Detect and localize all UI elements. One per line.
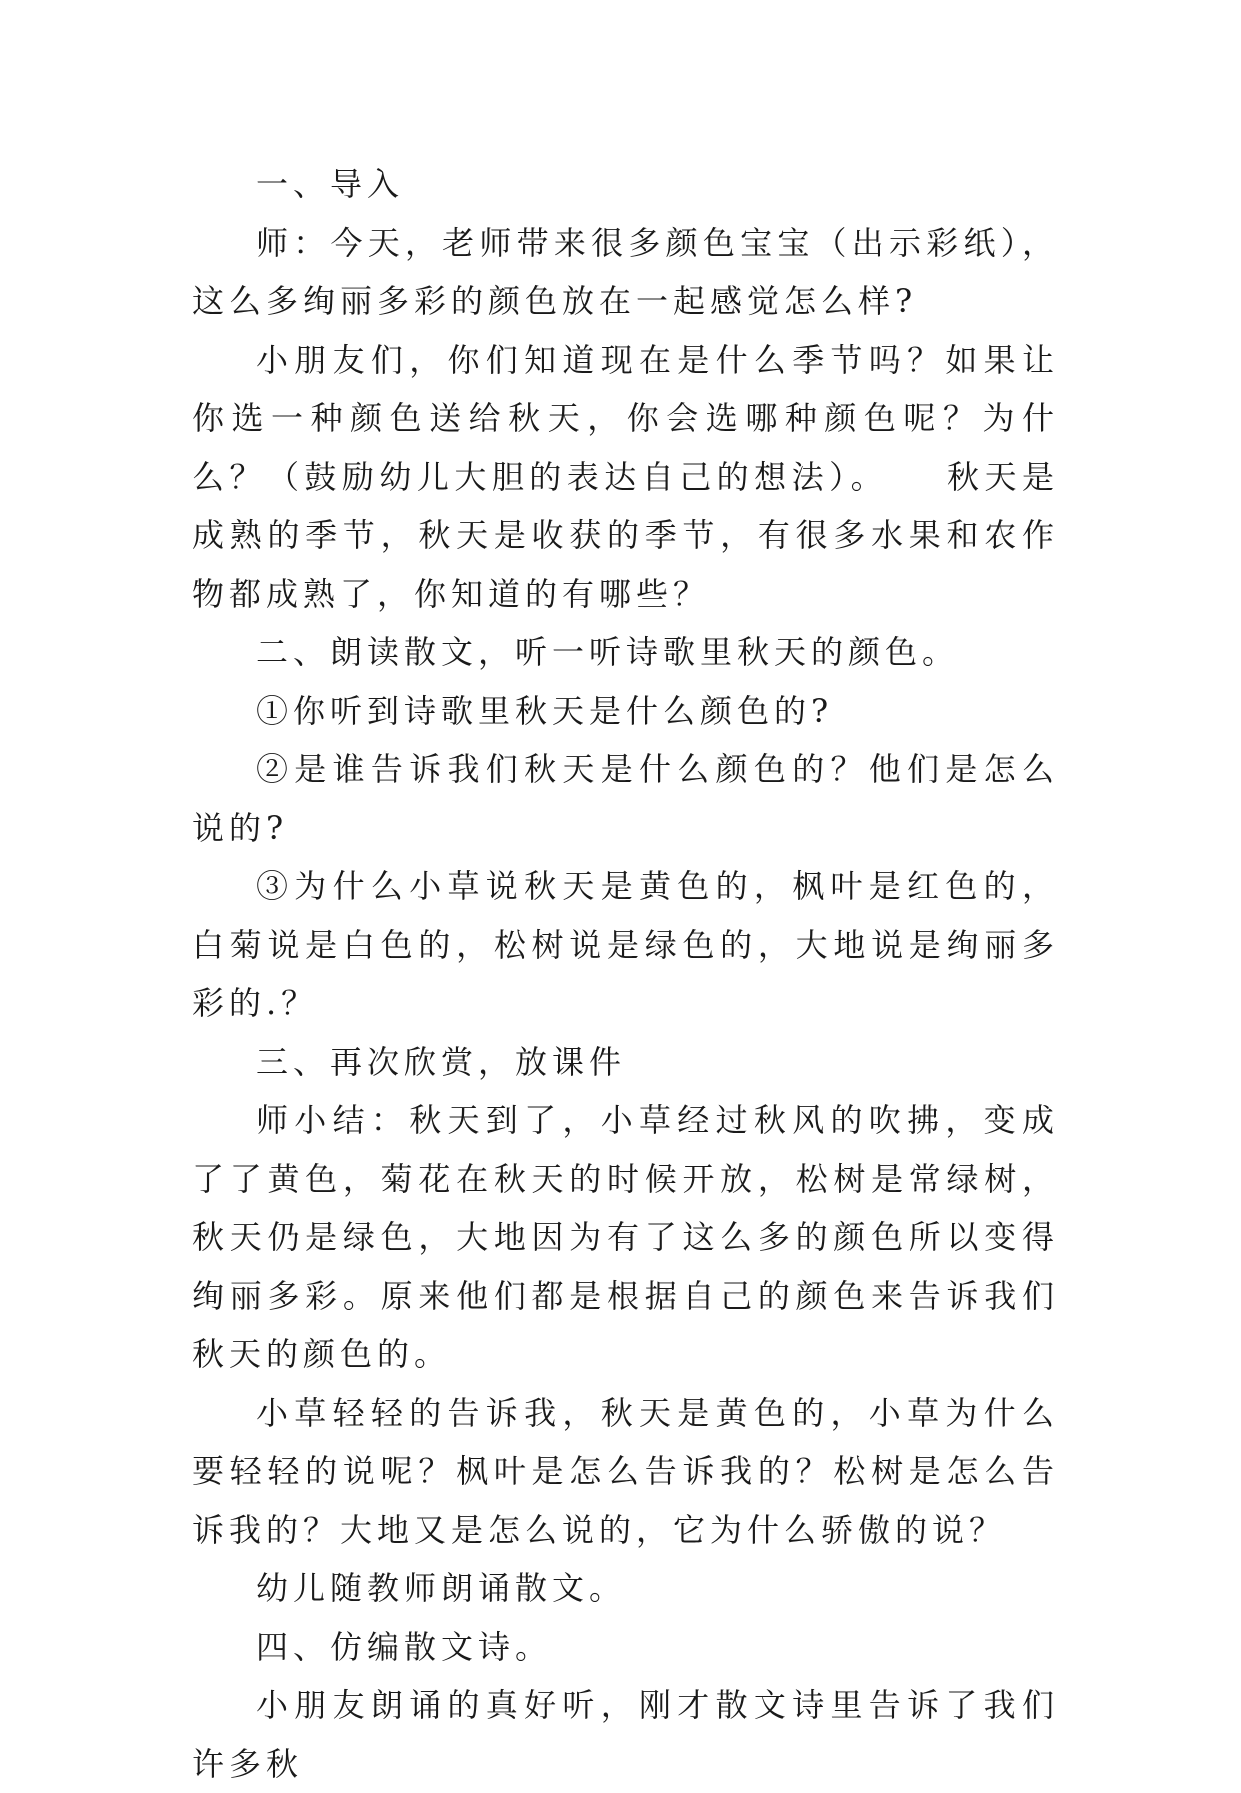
paragraph-teacher-intro: 师：今天，老师带来很多颜色宝宝（出示彩纸），这么多绚丽多彩的颜色放在一起感觉怎么样? [192,223,1059,320]
heading-intro: 一、导入 [256,165,405,203]
paragraph-teacher-summary: 师小结：秋天到了，小草经过秋风的吹拂，变成了了黄色，菊花在秋天的时候开放，松树是常绿树，秋天仍是绿色，大地因为有了这么多的颜色所以变得绚丽多彩。原来他们都是根据自己的颜色来告诉我们秋天的颜色的。 [192,1101,1059,1373]
heading-reading: 二、朗读散文，听一听诗歌里秋天的颜色。 [256,633,960,671]
paragraph-grass-questions: 小草轻轻的告诉我，秋天是黄色的，小草为什么要轻轻的说呢？枫叶是怎么告诉我的？松树是怎么告诉我的？大地又是怎么说的，它为什么骄傲的说？ [192,1393,1059,1549]
question-2: ②是谁告诉我们秋天是什么颜色的？他们是怎么说的? [192,750,1059,847]
paragraph-recitation: 幼儿随教师朗诵散文。 [256,1569,627,1607]
paragraph-imitation-intro: 小朋友朗诵的真好听，刚才散文诗里告诉了我们许多秋 [192,1686,1059,1783]
paragraph-season-question: 小朋友们，你们知道现在是什么季节吗？如果让你选一种颜色送给秋天，你会选哪种颜色呢？为什么？（鼓励幼儿大胆的表达自己的想法）。 秋天是成熟的季节，秋天是收获的季节，有很多水果和农作物都成熟了，你知道的有哪些？ [192,340,1059,613]
document-body [192,155,1059,1793]
heading-appreciation: 三、再次欣赏，放课件 [256,1042,627,1081]
question-3: ③为什么小草说秋天是黄色的，枫叶是红色的，白菊说是白色的，松树说是绿色的，大地说是绚丽多彩的.？ [192,867,1059,1022]
heading-imitation: 四、仿编散文诗。 [256,1627,553,1666]
question-1: ①你听到诗歌里秋天是什么颜色的? [256,691,834,730]
